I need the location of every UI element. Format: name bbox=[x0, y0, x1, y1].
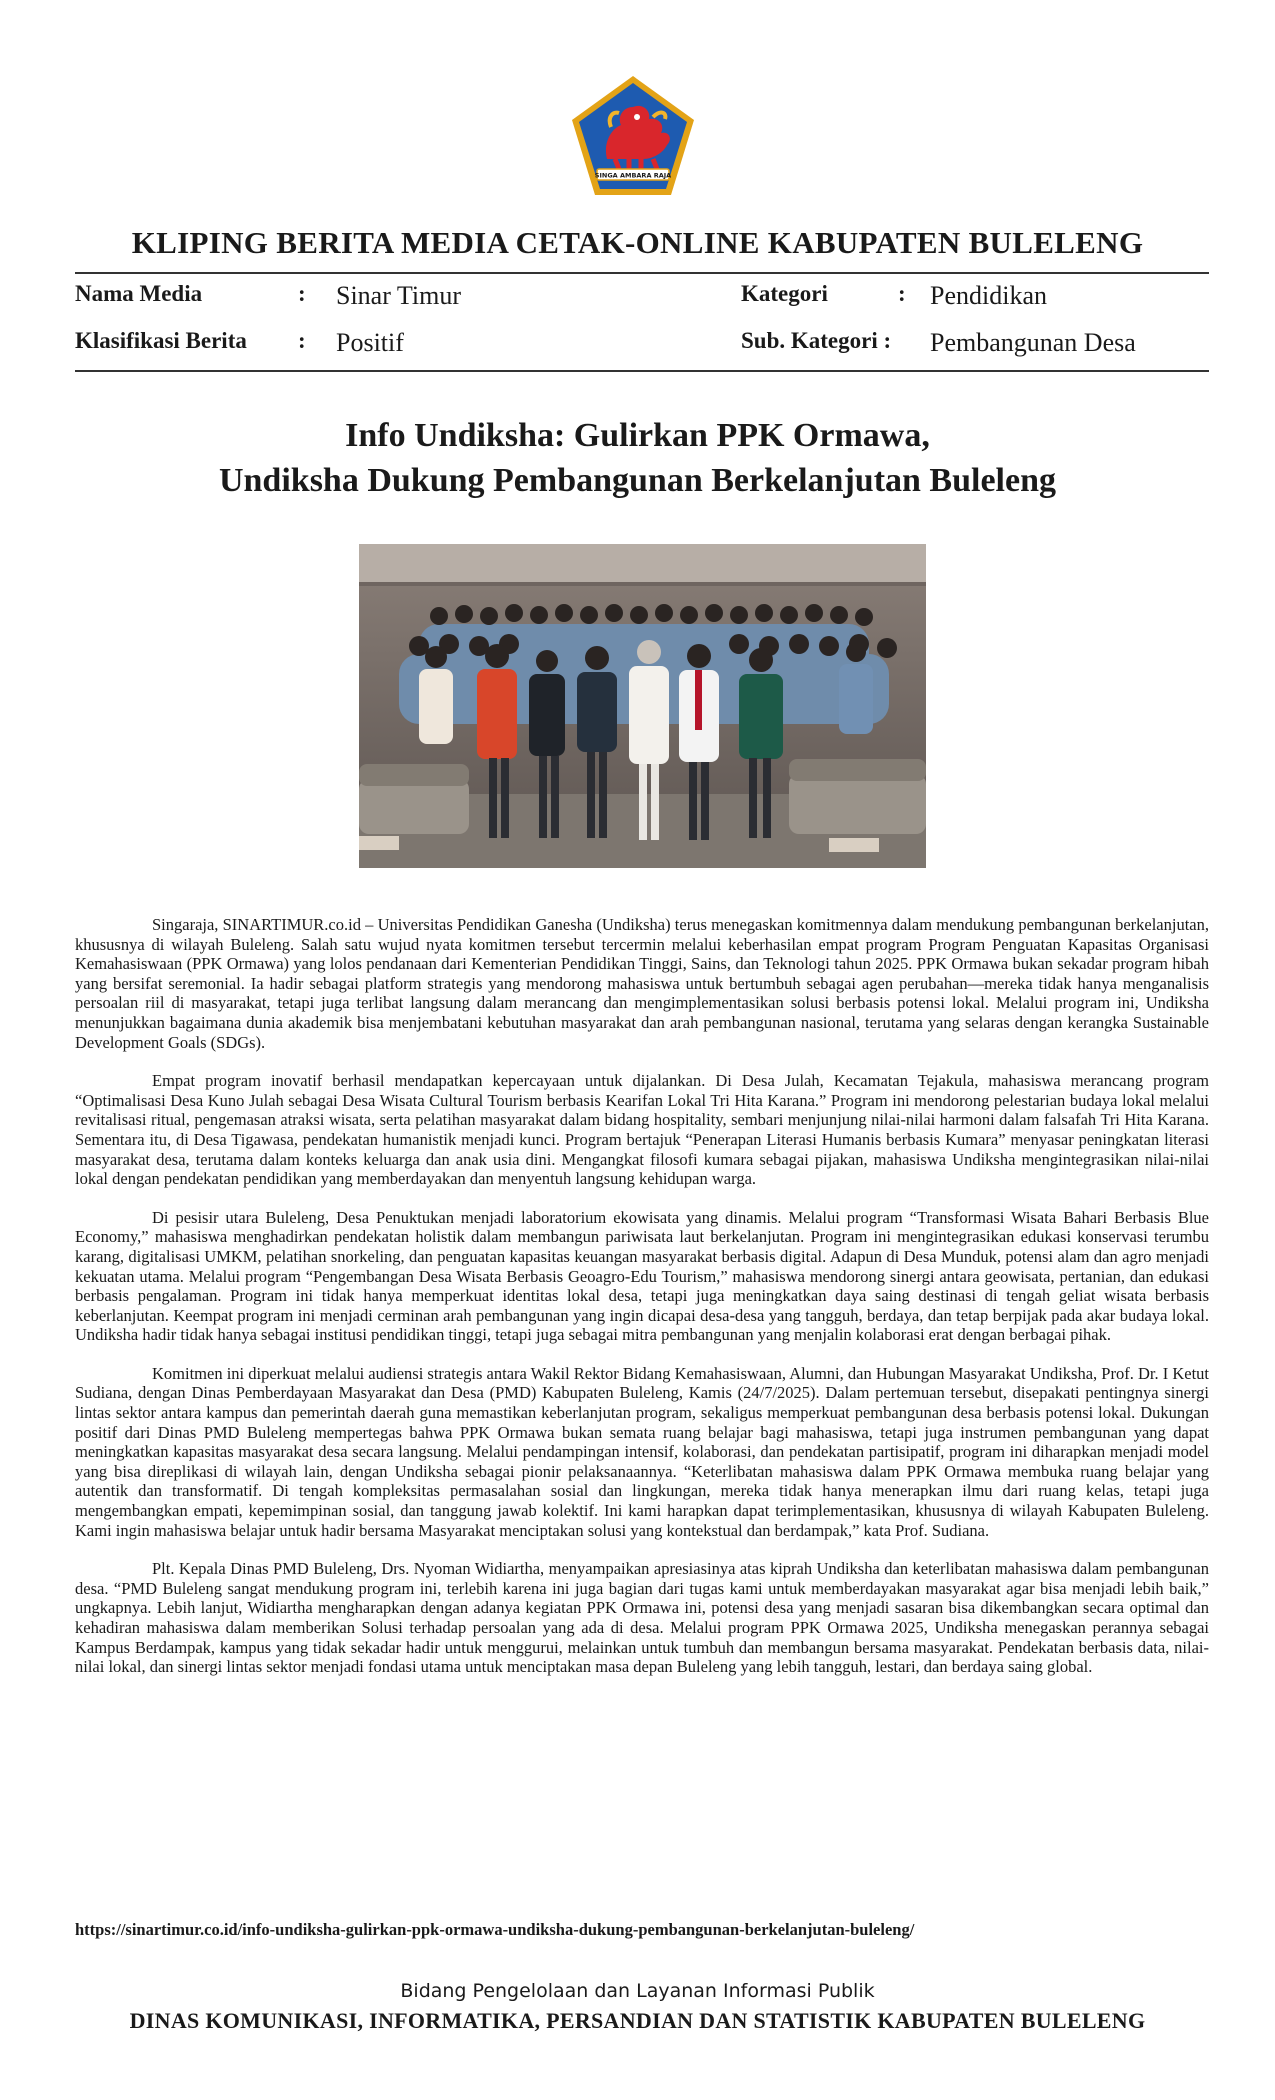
article-paragraph: Komitmen ini diperkuat melalui audiensi strategis antara Wakil Rektor Bidang Kemahasiswaan, Alumni, dan Hubungan Masyarakat Undiksha, Prof. Dr. I Ketut Sudiana, dengan Dinas Pemberdayaan Masyarakat dan Desa (PMD) Kabupaten Buleleng, Kamis (24/7/2025). Dalam pertemuan tersebut, disepakati pentingnya sinergi lintas sektor antara kampus dan pemerintah daerah guna memastikan keberlanjutan program, sekaligus memperkuat pembangunan desa berbasis potensi lokal. Dukungan positif dari Dinas PMD Buleleng mempertegas bahwa PPK Ormawa bukan semata ruang belajar bagi mahasiswa, tetapi juga instrumen pembangunan yang dapat meningkatkan kapasitas masyarakat desa secara langsung. Melalui pendampingan intensif, kolaborasi, dan pendekatan partisipatif, program ini diharapkan menjadi model yang bisa direplikasi di wilayah lain, dengan Undiksha sebagai pionir pelaksanaannya. “Keterlibatan mahasiswa dalam PPK Ormawa membuka ruang belajar yang autentik dan transformatif. Di tengah kompleksitas permasalahan sosial dan lingkungan, mereka tidak hanya menerapkan ilmu dari ruang kelas, tetapi juga mengembangkan empati, kepemimpinan sosial, dan tanggung jawab kolektif. Ini kami harapkan dapat terimplementasikan, khususnya di wilayah Kabupaten Buleleng. Kami ingin mahasiswa belajar untuk hadir bersama Masyarakat menciptakan solusi yang kontekstual dan berdampak,” kata Prof. Sudiana. bbox=[75, 1363, 1209, 1540]
header-divider-top bbox=[75, 272, 1209, 274]
subcategory-label: Sub. Kategori : bbox=[741, 328, 892, 353]
header-divider-bottom bbox=[75, 370, 1209, 372]
media-name-label: Nama Media bbox=[75, 281, 203, 306]
media-name-value: Sinar Timur bbox=[336, 281, 461, 310]
emblem-icon bbox=[567, 73, 699, 199]
article-paragraph: Di pesisir utara Buleleng, Desa Penuktukan menjadi laboratorium ekowisata yang dinamis. Melalui program “Transformasi Wisata Bahari Berbasis Blue Economy,” mahasiswa menghadirkan pendekatan holistik dalam membangun pariwisata laut berkelanjutan. Program ini mengintegrasikan edukasi konservasi terumbu karang, digitalisasi UMKM, pelatihan snorkeling, dan penguatan kapasitas keuangan masyarakat berbasis digital. Adapun di Desa Munduk, potensi alam dan agro menjadi kekuatan utama. Melalui program “Pengembangan Desa Wisata Berbasis Geoagro-Edu Tourism,” mahasiswa mendorong sinergi antara geowisata, pertanian, dan edukasi berbasis pengalaman. Program ini tidak hanya memperkuat identitas lokal desa, tetapi juga meningkatkan daya saing destinasi di tengah geliat wisata berbasis keberlanjutan. Keempat program ini menjadi cerminan arah pembangunan yang ingin dicapai desa-desa yang tangguh, berdaya, dan tetap berpijak pada akar budaya lokal. Undiksha hadir tidak hanya sebagai institusi pendidikan tinggi, tetapi juga sebagai mitra pembangunan yang menjalin kolaborasi erat dengan berbagai pihak. bbox=[75, 1207, 1209, 1345]
emblem-motto-text: SINGA AMBARA RAJA bbox=[594, 171, 672, 180]
buleleng-emblem-logo bbox=[567, 73, 699, 199]
classification-separator: : bbox=[298, 328, 306, 353]
subcategory-value: Pembangunan Desa bbox=[930, 328, 1136, 357]
group-photo-image bbox=[359, 544, 926, 868]
article-body bbox=[75, 915, 1209, 1696]
article-title bbox=[0, 413, 1275, 503]
category-value: Pendidikan bbox=[930, 281, 1047, 310]
classification-label: Klasifikasi Berita bbox=[75, 328, 247, 353]
document-header-title: KLIPING BERITA MEDIA CETAK-ONLINE KABUPATEN BULELENG bbox=[131, 225, 1144, 260]
footer-division-name: Bidang Pengelolaan dan Layanan Informasi Publik bbox=[400, 1980, 875, 2002]
article-paragraph: Singaraja, SINARTIMUR.co.id – Universitas Pendidikan Ganesha (Undiksha) terus menegaskan komitmennya dalam mendukung pembangunan berkelanjutan, khususnya di wilayah Buleleng. Salah satu wujud nyata komitmen tersebut tercermin melalui keberhasilan empat program Program Penguatan Kapasitas Organisasi Kemahasiswaan (PPK Ormawa) yang lolos pendanaan dari Kementerian Pendidikan Tinggi, Sains, dan Teknologi tahun 2025. PPK Ormawa bukan sekadar program hibah yang bersifat seremonial. Ia hadir sebagai platform strategis yang mendorong mahasiswa untuk bertumbuh sebagai agen perubahan—mereka tidak hanya menganalisis persoalan riil di masyarakat, tetapi juga terlibat langsung dalam merancang dan mengimplementasikan solusi berbasis potensi lokal. Melalui program ini, Undiksha menunjukkan bagaimana dunia akademik bisa menjembatani kebutuhan masyarakat dan arah pembangunan nasional, terutama yang selaras dengan kerangka Sustainable Development Goals (SDGs). bbox=[75, 915, 1209, 1052]
category-separator: : bbox=[898, 281, 906, 306]
footer-agency-name: DINAS KOMUNIKASI, INFORMATIKA, PERSANDIAN DAN STATISTIK KABUPATEN BULELENG bbox=[129, 2008, 1146, 2033]
article-title-line-1: Info Undiksha: Gulirkan PPK Ormawa, bbox=[345, 417, 930, 454]
article-paragraph: Empat program inovatif berhasil mendapatkan kepercayaan untuk dijalankan. Di Desa Julah, Kecamatan Tejakula, mahasiswa merancang program “Optimalisasi Desa Kuno Julah sebagai Desa Wisata Cultural Tourism berbasis Kearifan Lokal Tri Hita Karana.” Program ini mendorong pelestarian budaya lokal melalui revitalisasi ritual, pengemasan atraksi wisata, serta pelatihan masyarakat dalam bidang hospitality, sembari menjunjung nilai-nilai harmoni dalam falsafah Tri Hita Karana. Sementara itu, di Desa Tigawasa, pendekatan humanistik menjadi kunci. Program bertajuk “Penerapan Literasi Humanis berbasis Kumara” menyasar peningkatan literasi masyarakat desa, terutama dalam konteks keluarga dan anak usia dini. Mengangkat filosofi kumara sebagai pijakan, mahasiswa Undiksha mengintegrasikan nilai-nilai lokal dengan pendekatan pendidikan yang memberdayakan dan menyentuh langsung kehidupan warga. bbox=[75, 1071, 1209, 1189]
classification-value: Positif bbox=[336, 328, 404, 357]
category-label: Kategori bbox=[741, 281, 828, 306]
source-url-link[interactable]: https://sinartimur.co.id/info-undiksha-gulirkan-ppk-ormawa-undiksha-dukung-pembangunan-berkelanjutan-buleleng/ bbox=[75, 1920, 915, 1939]
media-name-separator: : bbox=[298, 281, 306, 306]
article-title-line-2: Undiksha Dukung Pembangunan Berkelanjutan Buleleng bbox=[218, 462, 1057, 499]
article-photo bbox=[359, 544, 926, 868]
article-paragraph: Plt. Kepala Dinas PMD Buleleng, Drs. Nyoman Widiartha, menyampaikan apresiasinya atas kiprah Undiksha dan keterlibatan mahasiswa dalam pembangunan desa. “PMD Buleleng sangat mendukung program ini, terlebih karena ini juga bagian dari tugas kami untuk memberdayakan masyarakat agar bisa menjadi lebih baik,” ungkapnya. Lebih lanjut, Widiartha mengharapkan dengan adanya kegiatan PPK Ormawa ini, potensi desa yang menjadi sasaran bisa dikembangkan secara optimal dan kehadiran mahasiswa dalam memberikan Solusi terhadap persoalan yang ada di desa. Melalui program PPK Ormawa 2025, Undiksha menegaskan perannya sebagai Kampus Berdampak, kampus yang tidak sekadar hadir untuk menggurui, melainkan untuk tumbuh dan membangun bersama masyarakat. Pendekatan berbasis data, nilai-nilai lokal, dan sinergi lintas sektor menjadi fondasi utama untuk menciptakan masa depan Buleleng yang lebih tangguh, lestari, dan berdaya saing global. bbox=[75, 1559, 1209, 1677]
